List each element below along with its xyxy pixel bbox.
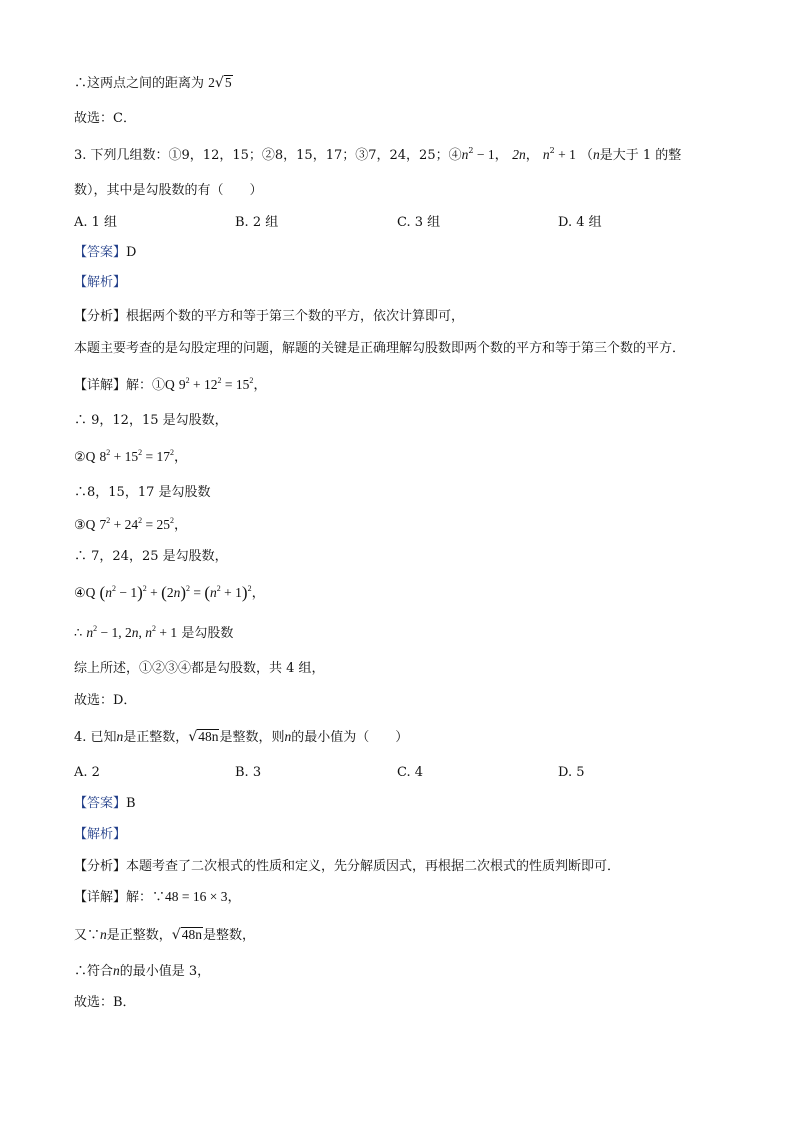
q3-eq2: $8^2 + 15^2 = 17^2$， bbox=[99, 448, 188, 464]
prev-choose: 故选：C． bbox=[74, 111, 136, 126]
q3-eq1: $9^2 + 12^2 = 15^2$， bbox=[178, 376, 267, 392]
q4-answer-line bbox=[74, 795, 136, 813]
q4-min-line: ∴符合n的最小值是 3， bbox=[74, 963, 211, 979]
q3-expr-n2m1: n bbox=[461, 147, 469, 162]
q3-s2-conclusion: ∴8，15，17 是勾股数 bbox=[74, 485, 211, 500]
q3-eq3: $7^2 + 24^2 = 25^2$， bbox=[99, 516, 188, 532]
q3-eq4: $(n^2 - 1)^2 + (2n)^2 = (n^2 + 1)^2$， bbox=[99, 583, 266, 602]
q3-option-b: B. 2 组 bbox=[235, 215, 279, 230]
q4-choose: 故选：B． bbox=[74, 995, 136, 1010]
q3-stem-line1: 3. 下列几组数：①9，12，15；②8，15，17；③7，24，25；$④n^2 - 1$， 2n， $n^2 + 1$ （n是大于 1 的整 bbox=[74, 146, 682, 163]
q4-option-c: C. 4 bbox=[397, 765, 424, 780]
q4-analysis-tag: 【解析】 bbox=[74, 827, 127, 842]
q4-detail-line: 【详解】解：∵48 = 16 × 3， bbox=[74, 889, 242, 905]
q3-detail-tag: 【详解】 bbox=[74, 378, 127, 393]
sqrt-symbol: √ bbox=[214, 75, 224, 91]
q4-sqrt-48n: 48n bbox=[198, 729, 219, 744]
prev-radicand: 5 bbox=[224, 75, 232, 90]
q3-stem-line2: 数），其中是勾股数的有（ ） bbox=[74, 183, 263, 198]
sqrt-symbol: √ bbox=[171, 927, 181, 943]
q3-s3-line: ③Q $7^2 + 24^2 = 25^2$， bbox=[74, 516, 188, 533]
q3-fenxi-line bbox=[74, 308, 464, 326]
sqrt-symbol: √ bbox=[188, 729, 198, 745]
q3-fenxi-text: 根据两个数的平方和等于第三个数的平方，依次计算即可， bbox=[126, 309, 465, 324]
q4-stem-line: 4. 已知n是正整数，√48n是整数，则n的最小值为（ ） bbox=[74, 729, 409, 745]
q3-eq4-list: $n^2 - 1$, 2n, $n^2 + 1$ bbox=[86, 624, 178, 640]
q3-answer-line bbox=[74, 244, 136, 262]
q3-stem-a: 3. 下列几组数：①9，12，15；②8，15，17；③7，24，25；④ bbox=[74, 148, 462, 163]
prev-conclusion-line bbox=[74, 74, 233, 93]
q3-s4-line: ④Q $(n^2 - 1)^2 + (2n)^2 = (n^2 + 1)^2$， bbox=[74, 583, 266, 602]
q3-answer-value: D bbox=[126, 245, 137, 260]
q3-s3-conclusion: ∴ 7，24，25 是勾股数， bbox=[74, 549, 228, 564]
prev-distance-value: 2 bbox=[208, 75, 215, 90]
q3-detail-line: 【详解】解：①Q $9^2 + 12^2 = 15^2$， bbox=[74, 376, 267, 393]
q4-option-a: A. 2 bbox=[74, 765, 100, 780]
q4-answer-value: B bbox=[126, 796, 136, 811]
q4-fenxi-line: 【分析】本题考查了二次根式的性质和定义，先分解质因式，再根据二次根式的性质判断即可． bbox=[74, 859, 621, 874]
prev-conclusion-text: ∴这两点之间的距离为 bbox=[74, 76, 205, 91]
q4-option-b: B. 3 bbox=[235, 765, 262, 780]
q3-expr-n2p1: n bbox=[542, 147, 550, 162]
q4-also-line: 又∵n是正整数，√48n是整数， bbox=[74, 927, 255, 943]
q3-summary: 综上所述，①②③④都是勾股数，共 4 组， bbox=[74, 661, 325, 676]
q3-option-d: D. 4 组 bbox=[558, 215, 602, 230]
q3-answer-tag: 【答案】 bbox=[74, 245, 127, 260]
q3-choose: 故选：D． bbox=[74, 693, 137, 708]
q3-stem-tail: 是大于 1 的整 bbox=[599, 148, 682, 163]
q3-option-a: A. 1 组 bbox=[74, 215, 118, 230]
q4-option-d: D. 5 bbox=[558, 765, 585, 780]
q3-analysis-tag: 【解析】 bbox=[74, 275, 127, 290]
since-symbol: Q bbox=[165, 377, 175, 392]
q4-answer-tag: 【答案】 bbox=[74, 796, 127, 811]
q3-option-c: C. 3 组 bbox=[397, 215, 441, 230]
q3-s4-conclusion: ∴ $n^2 - 1$, 2n, $n^2 + 1$ 是勾股数 bbox=[74, 624, 234, 641]
q3-s2-line: ②Q $8^2 + 15^2 = 17^2$， bbox=[74, 448, 188, 465]
q3-s1-conclusion: ∴ 9，12，15 是勾股数， bbox=[74, 413, 228, 428]
q3-fenxi-tag: 【分析】 bbox=[74, 309, 127, 324]
q3-expr-2n: 2n bbox=[512, 147, 526, 162]
q3-fenxi-line2: 本题主要考查的是勾股定理的问题，解题的关键是正确理解勾股数即两个数的平方和等于第三个数的平方． bbox=[74, 341, 686, 356]
